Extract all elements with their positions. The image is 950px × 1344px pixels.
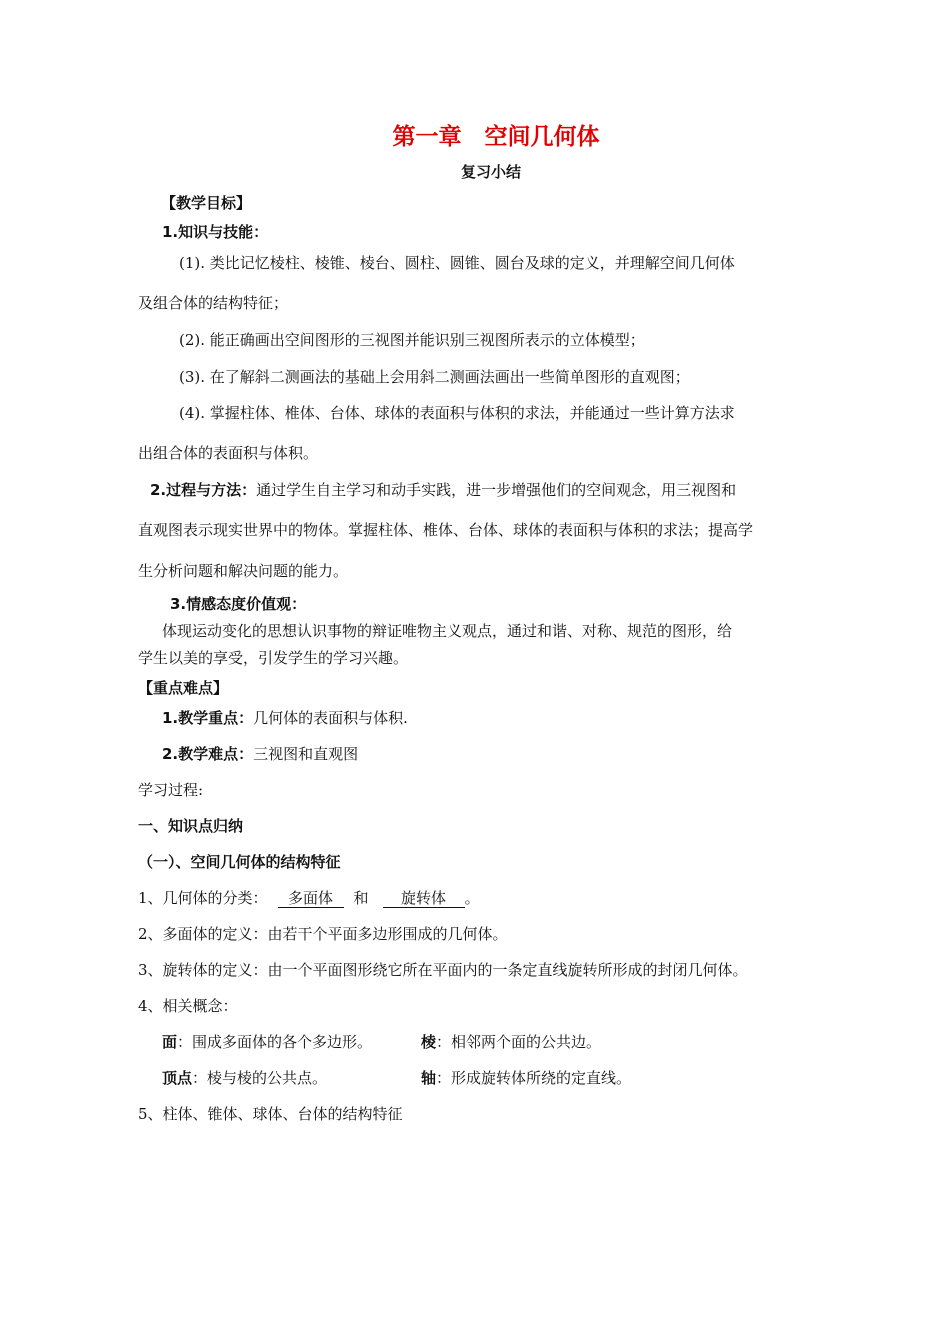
- focus-text: 几何体的表面积与体积.: [253, 709, 408, 727]
- objectives-heading: 【教学目标】: [161, 194, 252, 212]
- item-4-related-concepts: 4、相关概念：: [138, 997, 238, 1015]
- item-2-polyhedron-definition: 2、多面体的定义：由若干个平面多边形围成的几何体。: [138, 925, 508, 943]
- difficulty-text: 三视图和直观图: [253, 745, 359, 763]
- key-points-heading: 【重点难点】: [138, 679, 229, 697]
- emotion-line-1: 体现运动变化的思想认识事物的辩证唯物主义观点，通过和谐、对称、规范的图形，给: [162, 622, 733, 640]
- difficulty-line: [162, 744, 358, 764]
- chapter-subtitle: 复习小结: [460, 163, 521, 181]
- subsection-structure: （一）、空间几何体的结构特征: [138, 853, 341, 871]
- process-label: 2.过程与方法：: [150, 481, 257, 499]
- concept-face-label: 面: [162, 1033, 178, 1051]
- process-line-3: 生分析问题和解决问题的能力。: [138, 562, 349, 580]
- difficulty-label: 2.教学难点：: [162, 745, 254, 763]
- knowledge-item-3: (3). 在了解斜二测画法的基础上会用斜二测画法画出一些简单图形的直观图；: [179, 368, 690, 386]
- knowledge-label: 1.知识与技能：: [162, 223, 269, 241]
- concept-face-text: ：围成多面体的各个多边形。: [177, 1033, 373, 1051]
- answer-blank-solid-of-revolution: 旋转体: [383, 889, 465, 908]
- emotion-label: 3.情感态度价值观：: [170, 595, 307, 613]
- item-1-prefix: 1、几何体的分类：: [138, 889, 268, 907]
- item-5-structure-features: 5、柱体、锥体、球体、台体的结构特征: [138, 1105, 403, 1123]
- knowledge-item-4-line-2: 出组合体的表面积与体积。: [138, 444, 319, 462]
- concept-axis-label: 轴: [421, 1069, 437, 1087]
- concept-face: [162, 1032, 372, 1052]
- focus-label: 1.教学重点：: [162, 709, 254, 727]
- process-line-2: 直观图表示现实世界中的物体。掌握柱体、椎体、台体、球体的表面积与体积的求法；提高学: [138, 521, 754, 539]
- emotion-line-2: 学生以美的享受，引发学生的学习兴趣。: [138, 649, 409, 667]
- section-knowledge-summary: 一、知识点归纳: [138, 817, 244, 835]
- item-3-revolution-definition: 3、旋转体的定义：由一个平面图形绕它所在平面内的一条定直线旋转所形成的封闭几何体。: [138, 961, 748, 979]
- knowledge-item-1-line-1: (1). 类比记忆棱柱、棱锥、棱台、圆柱、圆锥、圆台及球的定义，并理解空间几何体: [179, 254, 735, 272]
- item-1-end: 。: [464, 889, 480, 907]
- concept-edge-text: ：相邻两个面的公共边。: [436, 1033, 602, 1051]
- knowledge-item-4-line-1: (4). 掌握柱体、椎体、台体、球体的表面积与体积的求法，并能通过一些计算方法求: [179, 404, 735, 422]
- concept-axis-text: ：形成旋转体所绕的定直线。: [436, 1069, 632, 1087]
- process-heading: 学习过程:: [138, 781, 204, 799]
- chapter-title: 第一章 空间几何体: [392, 124, 600, 150]
- process-text-1: 通过学生自主学习和动手实践，进一步增强他们的空间观念，用三视图和: [256, 481, 737, 499]
- concept-edge: [421, 1032, 601, 1052]
- process-line-1: [150, 480, 736, 500]
- concept-vertex-text: ：棱与棱的公共点。: [192, 1069, 328, 1087]
- focus-line: [162, 708, 408, 728]
- answer-blank-polyhedron: 多面体: [278, 889, 344, 908]
- concept-vertex-label: 顶点: [162, 1069, 193, 1087]
- concept-edge-label: 棱: [421, 1033, 437, 1051]
- item-1-and: 和: [353, 889, 369, 907]
- knowledge-item-2: (2). 能正确画出空间图形的三视图并能识别三视图所表示的立体模型；: [179, 331, 645, 349]
- item-1-classification: [138, 888, 480, 908]
- concept-vertex: [162, 1068, 327, 1088]
- concept-axis: [421, 1068, 631, 1088]
- knowledge-item-1-line-2: 及组合体的结构特征；: [138, 294, 289, 312]
